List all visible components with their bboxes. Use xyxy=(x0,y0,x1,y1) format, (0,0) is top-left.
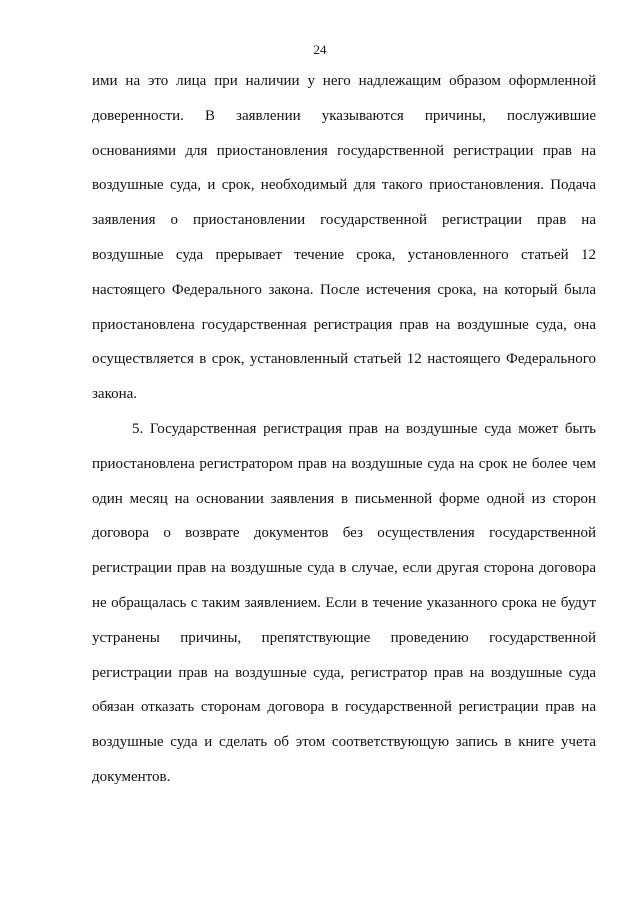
text-line: настоящего Федерального закона. После истечения срока, на который была xyxy=(92,281,596,298)
text-line: не обращалась с таким заявлением. Если в течение указанного срока не будут xyxy=(92,594,596,611)
text-line: обязан отказать сторонам договора в государственной регистрации прав на xyxy=(92,699,596,716)
text-line: ими на это лица при наличии у него надлежащим образом оформленной xyxy=(92,73,596,89)
text-line: приостановлена государственная регистрация прав на воздушные суда, она xyxy=(92,316,596,333)
text-line: устранены причины, препятствующие проведению государственной xyxy=(92,629,596,646)
text-line: регистрации прав на воздушные суда, регистратор прав на воздушные суда xyxy=(92,664,596,681)
text-line-last: закона. xyxy=(92,386,138,403)
text-line-last: документов. xyxy=(92,768,171,785)
text-line: один месяц на основании заявления в письменной форме одной из сторон xyxy=(92,490,596,507)
paragraph-5 xyxy=(92,412,596,795)
text-line: доверенности. В заявлении указываются причины, послужившие xyxy=(92,107,596,124)
text-line: регистрации прав на воздушные суда в случае, если другая сторона договора xyxy=(92,560,596,577)
text-line: договора о возврате документов без осуществления государственной xyxy=(92,525,596,542)
text-line: основаниями для приостановления государственной регистрации прав на xyxy=(92,142,596,159)
text-line: приостановлена регистратором прав на воздушные суда на срок не более чем xyxy=(92,455,596,472)
text-line-first: 5. Государственная регистрация прав на воздушные суда может быть xyxy=(132,420,596,437)
document-body xyxy=(92,64,596,795)
text-line: воздушные суда прерывает течение срока, установленного статьей 12 xyxy=(92,246,596,263)
text-line: воздушные суда, и срок, необходимый для такого приостановления. Подача xyxy=(92,177,596,194)
text-line: воздушные суда и сделать об этом соответствующую запись в книге учета xyxy=(92,734,596,751)
text-line: осуществляется в срок, установленный статьей 12 настоящего Федерального xyxy=(92,351,596,368)
text-line: заявления о приостановлении государственной регистрации прав на xyxy=(92,212,596,229)
page-number: 24 xyxy=(313,42,327,57)
paragraph-continuation xyxy=(92,64,596,412)
